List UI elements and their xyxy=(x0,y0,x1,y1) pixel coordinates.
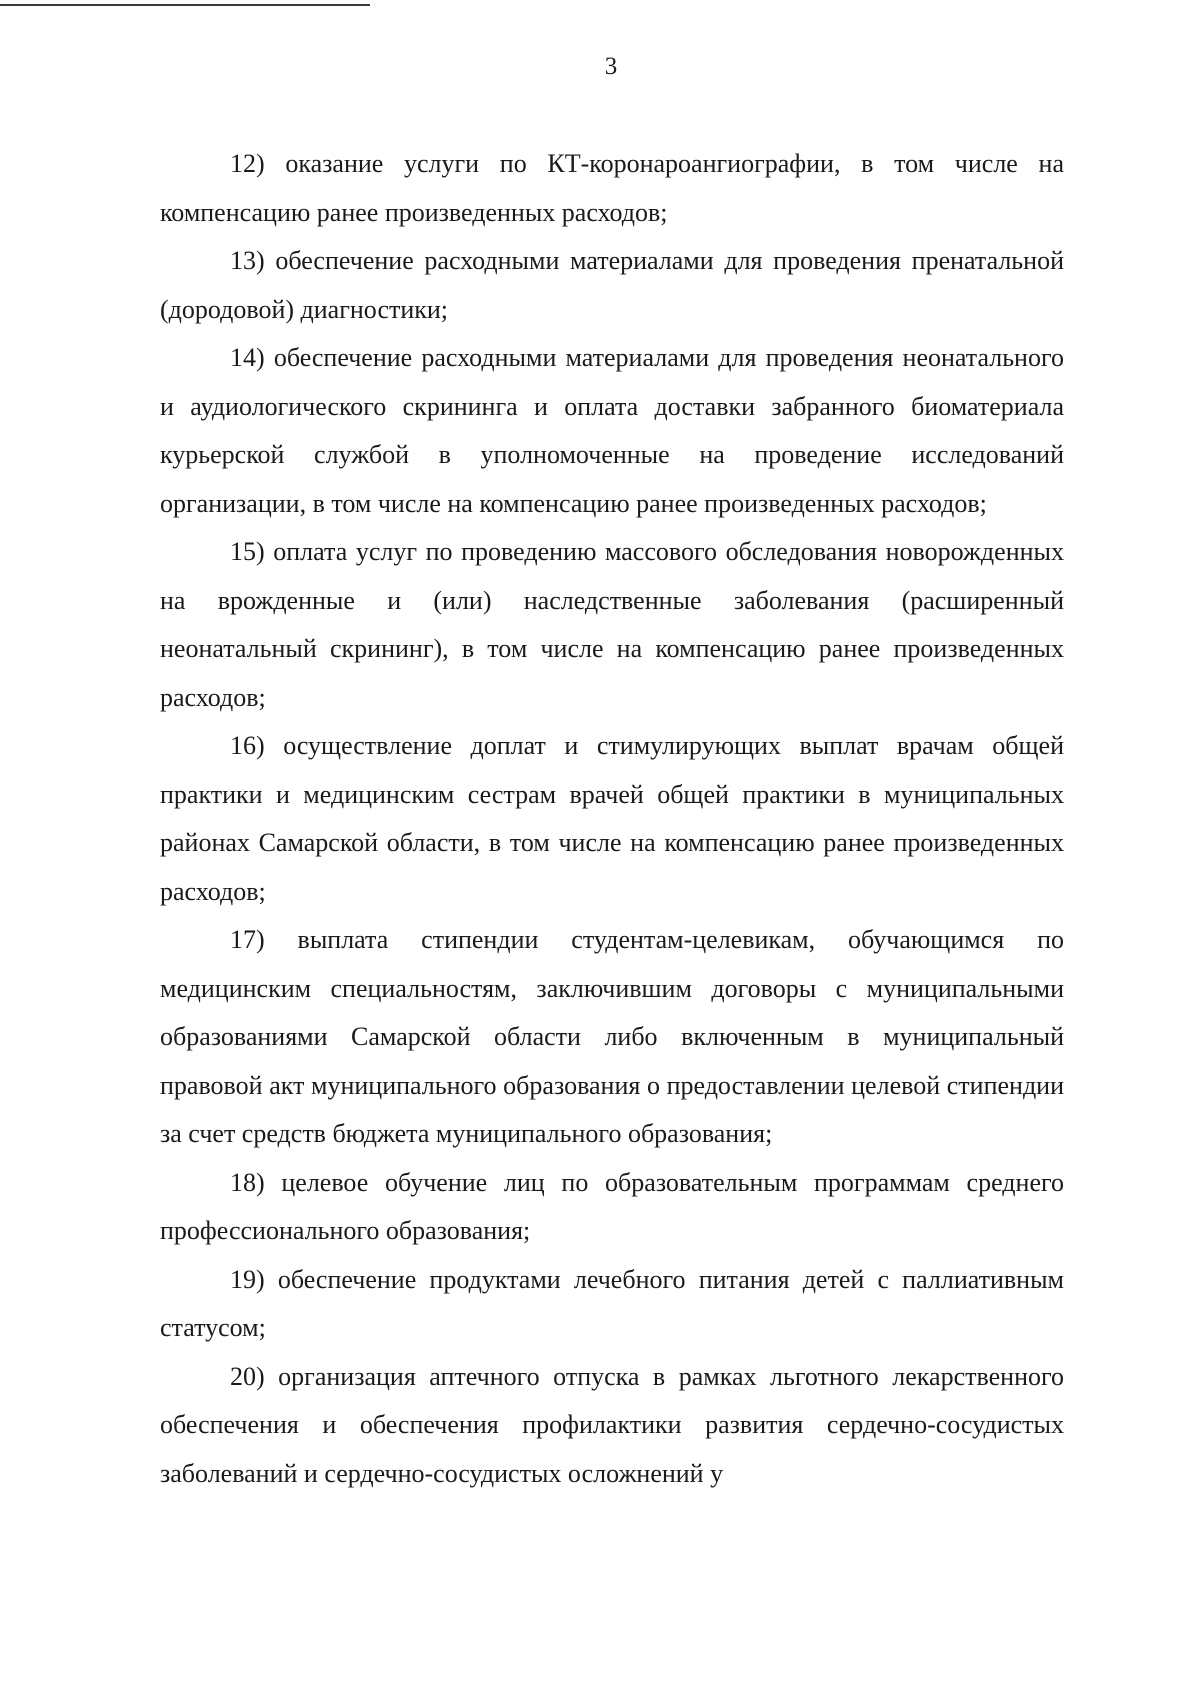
list-item-16: 16) осуществление доплат и стимулирующих выплат врачам общей практики и медицинским сестрам врачей общей практики в муниципальных районах Самарской области, в том числе на компенсацию ранее произведенных расходов; xyxy=(160,731,1064,906)
list-item-18: 18) целевое обучение лиц по образовательным программам среднего профессионального образования; xyxy=(160,1167,1064,1245)
document-body xyxy=(160,140,1064,1498)
list-item-15: 15) оплата услуг по проведению массового обследования новорожденных на врожденные и (или) наследственные заболевания (расширенный неонатальный скрининг), в том числе на компенсацию ранее произведенных расходов; xyxy=(160,537,1064,712)
page-number: 3 xyxy=(604,53,618,80)
list-item-13: 13) обеспечение расходными материалами для проведения пренатальной (дородовой) диагностики; xyxy=(160,246,1064,324)
list-item-14: 14) обеспечение расходными материалами для проведения неонатального и аудиологического скрининга и оплата доставки забранного биоматериала курьерской службой в уполномоченные на проведение исследований организации, в том числе на компенсацию ранее произведенных расходов; xyxy=(160,343,1064,518)
scan-edge-line xyxy=(0,4,370,6)
list-item-17: 17) выплата стипендии студентам-целевикам, обучающимся по медицинским специальностям, заключившим договоры с муниципальными образованиями Самарской области либо включенным в муниципальный правовой акт муниципального образования о предоставлении целевой стипендии за счет средств бюджета муниципального образования; xyxy=(160,925,1064,1148)
list-item-12: 12) оказание услуги по КТ-коронароангиографии, в том числе на компенсацию ранее произведенных расходов; xyxy=(160,149,1064,227)
list-item-20: 20) организация аптечного отпуска в рамках льготного лекарственного обеспечения и обеспечения профилактики развития сердечно-сосудистых заболеваний и сердечно-сосудистых осложнений у xyxy=(160,1361,1064,1488)
list-item-19: 19) обеспечение продуктами лечебного питания детей с паллиативным статусом; xyxy=(160,1264,1064,1342)
